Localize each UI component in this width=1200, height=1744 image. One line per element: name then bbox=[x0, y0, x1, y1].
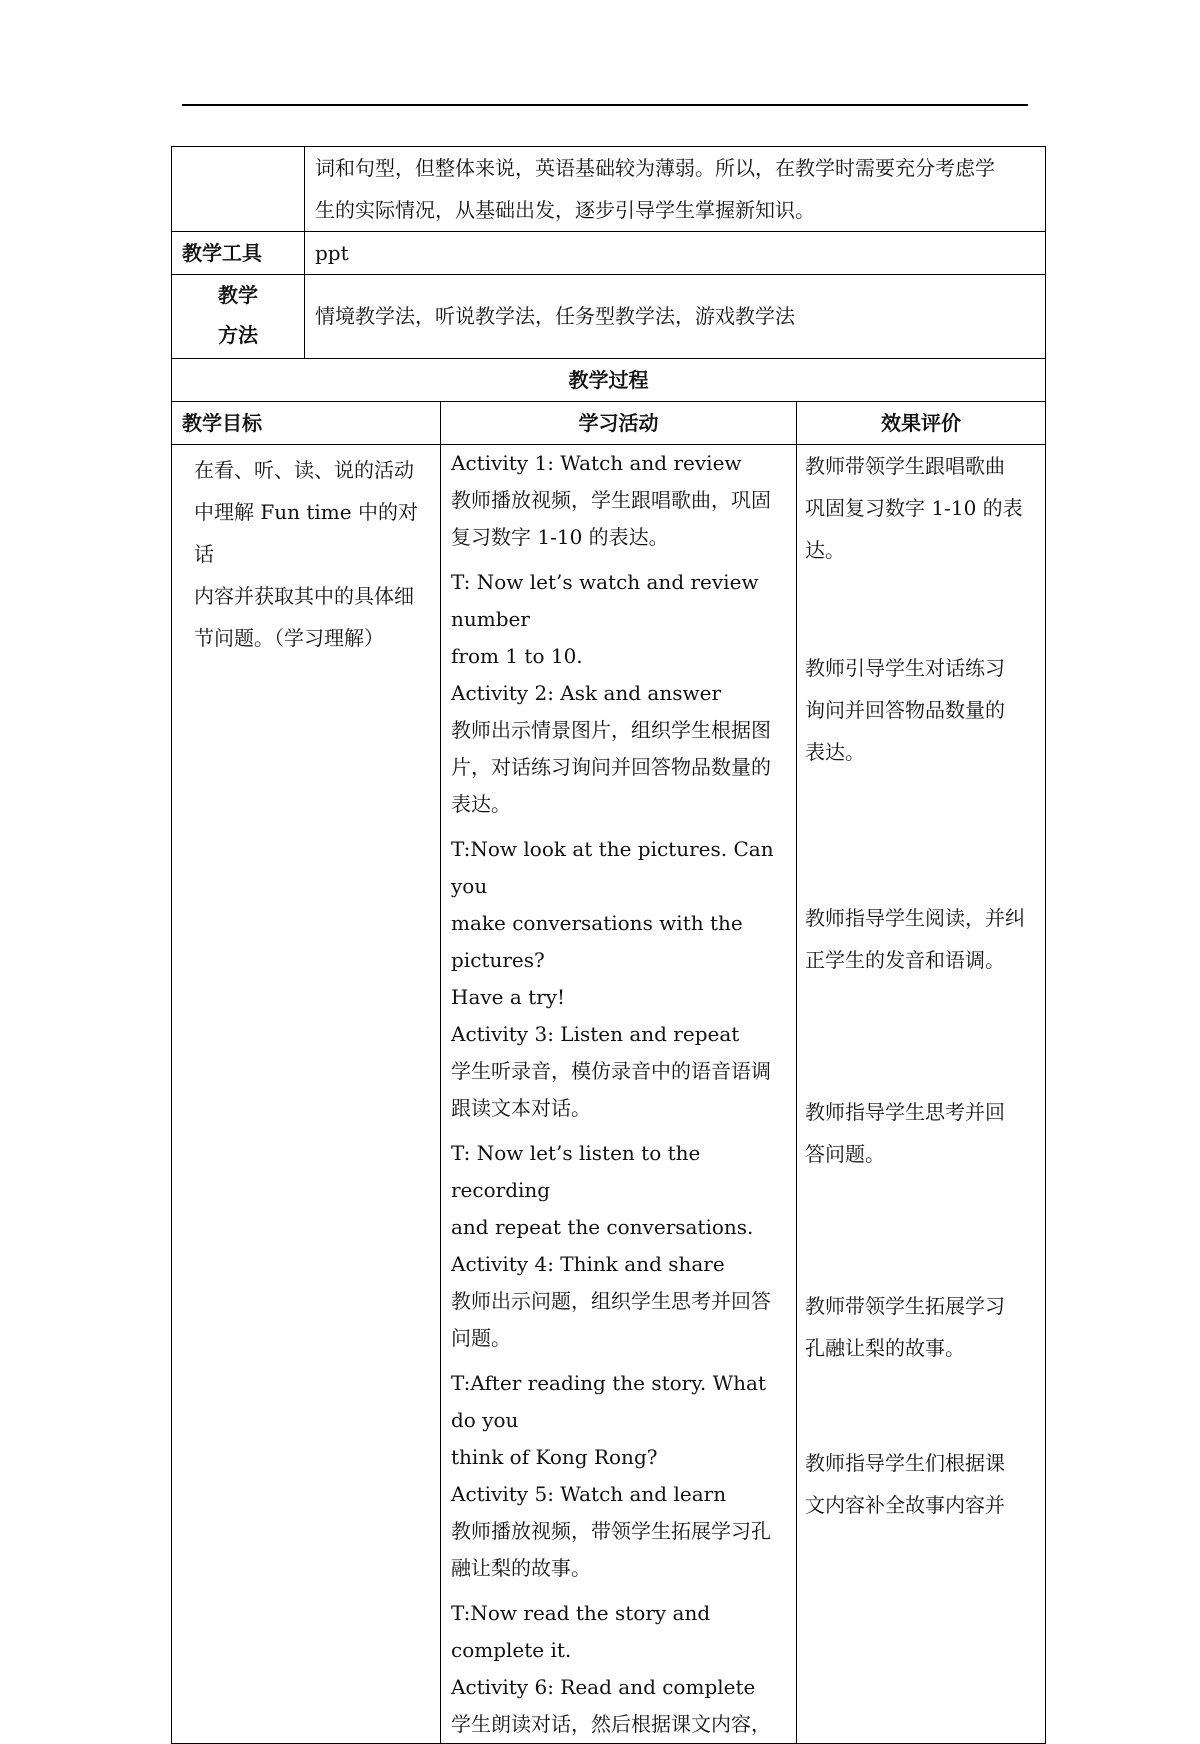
activity-desc: 片，对话练习询问并回答物品数量的 bbox=[451, 755, 771, 779]
eval-3 bbox=[805, 897, 1037, 1091]
methods-label-line1: 教学 bbox=[218, 283, 258, 307]
eval-cell bbox=[797, 445, 1046, 1744]
activity-1 bbox=[451, 445, 786, 675]
col-header-goal: 教学目标 bbox=[172, 402, 441, 445]
activity-talk: T: Now let’s watch and review number bbox=[451, 570, 759, 631]
activity-3 bbox=[451, 1016, 786, 1246]
process-title-row bbox=[172, 359, 1046, 402]
activity-desc: 教师出示问题，组织学生思考并回答 bbox=[451, 1289, 771, 1313]
process-header-row bbox=[172, 402, 1046, 445]
activity-talk: T: Now let’s listen to the recording bbox=[451, 1141, 701, 1202]
activity-talk: T:After reading the story. What do you bbox=[451, 1371, 766, 1432]
activity-talk: from 1 to 10. bbox=[451, 644, 583, 668]
activity-title: Activity 2: Ask and answer bbox=[451, 681, 722, 705]
lesson-plan-table bbox=[171, 146, 1046, 1744]
goal-cell bbox=[172, 445, 441, 1744]
methods-label bbox=[172, 275, 305, 359]
activity-desc: 教师播放视频，学生跟唱歌曲，巩固 bbox=[451, 488, 771, 512]
eval-5 bbox=[805, 1285, 1037, 1442]
eval-line: 教师指导学生阅读，并纠 bbox=[805, 906, 1025, 930]
activity-desc: 跟读文本对话。 bbox=[451, 1096, 591, 1120]
goal-line: 中理解 Fun time 中的对话 bbox=[194, 500, 418, 566]
activity-cell bbox=[441, 445, 797, 1744]
tools-row bbox=[172, 232, 1046, 275]
activity-6 bbox=[451, 1669, 786, 1743]
goal-line: 在看、听、读、说的活动 bbox=[194, 458, 414, 482]
activity-title: Activity 6: Read and complete bbox=[451, 1675, 756, 1699]
activity-talk: T:Now look at the pictures. Can you bbox=[451, 837, 774, 898]
activity-talk: make conversations with the pictures? bbox=[451, 911, 743, 972]
col-header-eval: 效果评价 bbox=[797, 402, 1046, 445]
activity-desc: 复习数字 1-10 的表达。 bbox=[451, 525, 669, 549]
goal-line: 内容并获取其中的具体细 bbox=[194, 584, 414, 608]
process-title: 教学过程 bbox=[172, 359, 1046, 402]
eval-line: 答问题。 bbox=[805, 1142, 885, 1166]
eval-line: 表达。 bbox=[805, 740, 865, 764]
activity-desc: 教师出示情景图片，组织学生根据图 bbox=[451, 718, 771, 742]
activity-title: Activity 4: Think and share bbox=[451, 1252, 725, 1276]
eval-line: 询问并回答物品数量的 bbox=[805, 698, 1005, 722]
eval-line: 孔融让梨的故事。 bbox=[805, 1336, 965, 1360]
activity-talk: T:Now read the story and complete it. bbox=[451, 1601, 711, 1662]
activity-talk: and repeat the conversations. bbox=[451, 1215, 754, 1239]
analysis-line: 生的实际情况，从基础出发，逐步引导学生掌握新知识。 bbox=[315, 198, 815, 222]
analysis-label-cell bbox=[172, 147, 305, 232]
eval-line: 教师指导学生思考并回 bbox=[805, 1100, 1005, 1124]
activity-2 bbox=[451, 675, 786, 1016]
analysis-line: 词和句型，但整体来说，英语基础较为薄弱。所以，在教学时需要充分考虑学 bbox=[315, 156, 995, 180]
tools-value: ppt bbox=[305, 232, 1046, 275]
col-header-activity: 学习活动 bbox=[441, 402, 797, 445]
eval-6 bbox=[805, 1442, 1037, 1526]
activity-5 bbox=[451, 1476, 786, 1669]
eval-line: 正学生的发音和语调。 bbox=[805, 948, 1005, 972]
activity-desc: 融让梨的故事。 bbox=[451, 1556, 591, 1580]
goal-line: 节问题。（学习理解） bbox=[194, 626, 384, 650]
eval-line: 教师带领学生跟唱歌曲 bbox=[805, 454, 1005, 478]
activity-title: Activity 1: Watch and review bbox=[451, 451, 742, 475]
eval-line: 教师指导学生们根据课 bbox=[805, 1451, 1005, 1475]
eval-line: 巩固复习数字 1-10 的表 bbox=[805, 496, 1023, 520]
eval-line: 教师引导学生对话练习 bbox=[805, 656, 1005, 680]
activity-desc: 问题。 bbox=[451, 1326, 511, 1350]
methods-value: 情境教学法，听说教学法，任务型教学法，游戏教学法 bbox=[305, 275, 1046, 359]
activity-desc: 学生听录音，模仿录音中的语音语调 bbox=[451, 1059, 771, 1083]
eval-4 bbox=[805, 1091, 1037, 1285]
methods-label-line2: 方法 bbox=[218, 323, 258, 347]
eval-line: 达。 bbox=[805, 538, 845, 562]
activity-desc: 教师播放视频，带领学生拓展学习孔 bbox=[451, 1519, 771, 1543]
activity-desc: 学生朗读对话，然后根据课文内容， bbox=[451, 1712, 771, 1736]
activity-desc: 表达。 bbox=[451, 792, 511, 816]
eval-line: 文内容补全故事内容并 bbox=[805, 1493, 1005, 1517]
header-rule bbox=[182, 104, 1028, 106]
activity-title: Activity 5: Watch and learn bbox=[451, 1482, 727, 1506]
activity-title: Activity 3: Listen and repeat bbox=[451, 1022, 740, 1046]
methods-row bbox=[172, 275, 1046, 359]
tools-label: 教学工具 bbox=[172, 232, 305, 275]
analysis-row bbox=[172, 147, 1046, 232]
activity-talk: Have a try! bbox=[451, 985, 566, 1009]
eval-line: 教师带领学生拓展学习 bbox=[805, 1294, 1005, 1318]
process-body-row bbox=[172, 445, 1046, 1744]
eval-1 bbox=[805, 445, 1037, 647]
activity-talk: think of Kong Rong? bbox=[451, 1445, 658, 1469]
activity-4 bbox=[451, 1246, 786, 1476]
analysis-text-cell bbox=[305, 147, 1046, 232]
eval-2 bbox=[805, 647, 1037, 897]
